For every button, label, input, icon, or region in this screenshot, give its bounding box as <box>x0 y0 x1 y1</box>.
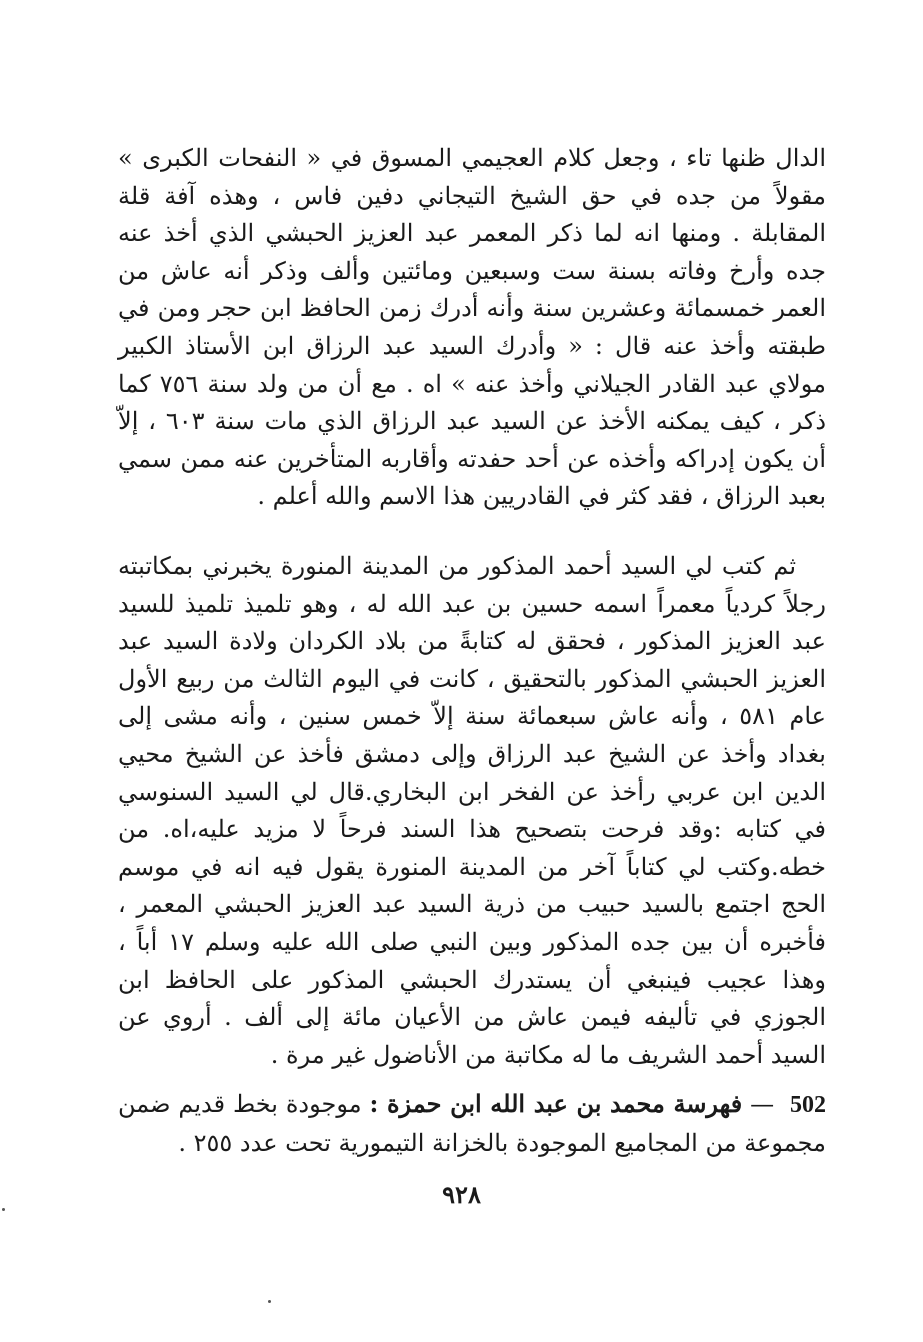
entry-number: 502 <box>790 1092 826 1118</box>
scan-speck <box>2 1208 5 1211</box>
entry-title: فهرسة محمد بن عبد الله ابن حمزة : <box>369 1089 743 1118</box>
entry-dash: — <box>750 1090 775 1118</box>
scan-speck <box>268 1300 271 1303</box>
page-number: ٩٢٨ <box>442 1180 481 1209</box>
paragraph-1 <box>118 140 826 516</box>
paragraph-2 <box>118 548 826 1074</box>
bibliography-entry <box>118 1085 826 1162</box>
paragraph-1-text: الدال ظنها تاء ، وجعل كلام العجيمي المسوق في « النفحات الكبرى » مقولاً من جده في حق الشيخ التيجاني دفين فاس ، وهذه آفة قلة المقابلة . ومنها انه لما ذكر المعمر عبد العزيز الحبشي الذي أخذ عنه جده وأرخ وفاته بسنة ست وسبعين ومائتين وألف وذكر أنه عاش من العمر خمسمائة وعشرين سنة وأنه أدرك زمن الحافظ ابن حجر ومن في طبقته وأخذ عنه قال : « وأدرك السيد عبد الرزاق ابن الأستاذ الكبير مولاي عبد القادر الجيلاني وأخذ عنه » اه . مع أن من ولد سنة ٧٥٦ كما ذكر ، كيف يمكنه الأخذ عن السيد عبد الرزاق الذي مات سنة ٦٠٣ ، إلاّ أن يكون إدراكه وأخذه عن أحد حفدته وأقاربه المتأخرين عنه ممن سمي بعبد الرزاق ، فقد كثر في القادريين هذا الاسم والله أعلم . <box>118 144 827 511</box>
entry-line <box>118 1085 826 1162</box>
entry-description: موجودة بخط قديم ضمن مجموعة من المجاميع الموجودة بالخزانة التيمورية تحت عدد ٢٥٥ . <box>118 1090 826 1157</box>
paragraph-2-text: ثم كتب لي السيد أحمد المذكور من المدينة المنورة يخبرني بمكاتبته رجلاً كردياً معمراً اسمه حسين بن عبد الله له ، وهو تلميذ تلميذ للسيد عبد العزيز المذكور ، فحقق له كتابةً من بلاد الكردان ولادة السيد عبد العزيز الحبشي المذكور بالتحقيق ، كانت في اليوم الثالث من ربيع الأول عام ٥٨١ ، وأنه عاش سبعمائة سنة إلاّ خمس سنين ، وأنه مشى إلى بغداد وأخذ عن الشيخ عبد الرزاق وإلى دمشق فأخذ عن الشيخ محيي الدين ابن عربي رأخذ عن الفخر ابن البخاري.قال لي السيد السنوسي في كتابه :وقد فرحت بتصحيح هذا السند فرحاً لا مزيد عليه،اه. من خطه.وكتب لي كتاباً آخر من المدينة المنورة يقول فيه انه في موسم الحج اجتمع بالسيد حبيب من ذرية السيد عبد العزيز الحبشي المعمر ، فأخبره أن بين جده المذكور وبين النبي صلى الله عليه وسلم ١٧ أباً ، وهذا عجيب فينبغي أن يستدرك الحبشي المذكور على الحافظ ابن الجوزي في تأليفه فيمن عاش من الأعيان مائة إلى ألف . أروي عن السيد أحمد الشريف ما له مكاتبة من الأناضول غير مرة . <box>118 552 826 1069</box>
